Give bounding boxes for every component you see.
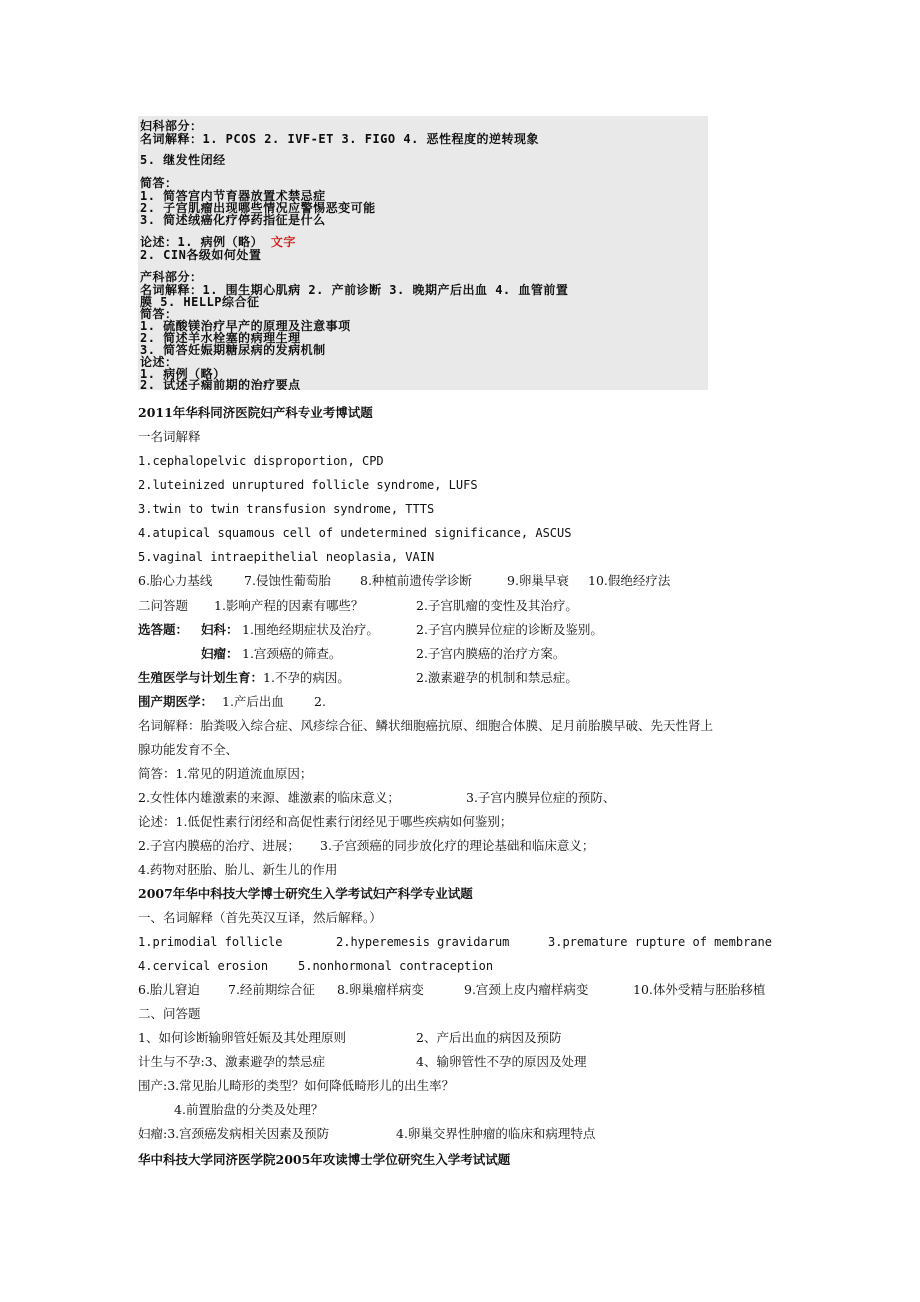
question-item: 2.子宫内膜异位症的诊断及鉴别。 xyxy=(416,622,603,637)
question-item: 1.围绝经期症状及治疗。 xyxy=(242,622,379,637)
section-heading-2007: 2007年华中科技大学博士研究生入学考试妇产科学专业试题 xyxy=(138,886,473,901)
term-item: 5.nonhormonal contraception xyxy=(298,959,494,973)
subsection-title: 二、问答题 xyxy=(138,1006,201,1021)
elective-row-gyn xyxy=(138,622,838,638)
term-item: 3.premature rupture of membrane xyxy=(548,935,772,949)
subsection-title: 一名词解释 xyxy=(138,429,201,444)
section-heading-2011: 2011年华科同济医院妇产科专业考博试题 xyxy=(138,405,373,420)
question-row xyxy=(138,1054,838,1070)
paragraph-line: 4.药物对胚胎、胎儿、新生儿的作用 xyxy=(138,862,338,877)
qa-row xyxy=(138,598,838,614)
scan-line: 1. 病例（略） xyxy=(140,367,226,381)
question-item: 2、产后出血的病因及预防 xyxy=(416,1030,562,1045)
term-row xyxy=(138,982,838,998)
term-row xyxy=(138,958,798,974)
scan-text: 论述：1. 病例（略） xyxy=(140,235,264,249)
question-item: 1.影响产程的因素有哪些？ xyxy=(214,598,364,613)
term-line: 1.cephalopelvic disproportion, CPD xyxy=(138,454,384,468)
scan-line: 5. 继发性闭经 xyxy=(140,153,226,167)
question-item: 1.产后出血 xyxy=(222,694,284,709)
term-line: 2.luteinized unruptured follicle syndrome, LUFS xyxy=(138,478,478,492)
red-annotation: 文字 xyxy=(270,235,296,249)
question-row xyxy=(138,1126,838,1142)
term-row xyxy=(138,934,798,950)
label-reproductive: 生殖医学与计划生育： xyxy=(138,670,264,685)
label-gynecology: 妇科： xyxy=(201,622,239,637)
scan-line: 3. 简述绒癌化疗停药指征是什么 xyxy=(140,213,326,227)
scan-line: 名词解释：1. 围生期心肌病 2. 产前诊断 3. 晚期产后出血 4. 血管前置 xyxy=(140,283,569,297)
question-item: 计生与不孕:3、激素避孕的禁忌症 xyxy=(138,1054,326,1069)
label-elective: 选答题： xyxy=(138,622,189,637)
scan-line: 2. 试述子痫前期的治疗要点 xyxy=(140,378,301,390)
question-item: 4、输卵管性不孕的原因及处理 xyxy=(416,1054,587,1069)
paragraph-line: 简答：1.常见的阴道流血原因； xyxy=(138,766,313,781)
term-item: 10.体外受精与胚胎移植 xyxy=(633,982,766,997)
question-item: 2.激素避孕的机制和禁忌症。 xyxy=(416,670,578,685)
section-heading-2005: 华中科技大学同济医学院2005年攻读博士学位研究生入学考试试题 xyxy=(138,1152,511,1167)
question-item: 1、如何诊断输卵管妊娠及其处理原则 xyxy=(138,1030,346,1045)
elective-row-perinatal xyxy=(138,694,838,710)
term-item: 9.宫颈上皮内瘤样病变 xyxy=(464,982,589,997)
elective-row-onc xyxy=(138,646,838,662)
question-item: 2.子宫肌瘤的变性及其治疗。 xyxy=(416,598,578,613)
question-item: 1.宫颈癌的筛查。 xyxy=(242,646,342,661)
term-line: 5.vaginal intraepithelial neoplasia, VAIN xyxy=(138,550,435,564)
question-item: 3.子宫颈癌的同步放化疗的理论基础和临床意义； xyxy=(320,838,595,853)
scanned-exam-image xyxy=(138,116,708,390)
scan-line: 3. 简答妊娠期糖尿病的发病机制 xyxy=(140,343,326,357)
label-gyn-oncology: 妇瘤： xyxy=(201,646,239,661)
scan-line: 2. CIN各级如何处置 xyxy=(140,248,262,262)
term-item: 4.cervical erosion xyxy=(138,959,269,973)
question-item: 妇瘤:3.宫颈癌发病相关因素及预防 xyxy=(138,1126,330,1141)
term-item: 7.侵蚀性葡萄胎 xyxy=(244,573,331,588)
scan-line: 2. 子宫肌瘤出现哪些情况应警惕恶变可能 xyxy=(140,201,376,215)
term-line: 4.atupical squamous cell of undetermined significance, ASCUS xyxy=(138,526,572,540)
subsection-title: 二问答题 xyxy=(138,598,189,613)
question-item: 2.女性体内雄激素的来源、雄激素的临床意义； xyxy=(138,790,400,805)
paragraph-line: 名词解释：胎粪吸入综合症、风疹综合征、鳞状细胞癌抗原、细胞合体膜、足月前胎膜早破、先天性肾上 xyxy=(138,718,714,733)
scan-line: 产科部分： xyxy=(140,270,203,284)
term-item: 9.卵巢早衰 xyxy=(507,573,569,588)
scan-line: 1. 简答宫内节育器放置术禁忌症 xyxy=(140,189,326,203)
term-item: 8.种植前遗传学诊断 xyxy=(360,573,472,588)
term-item: 6.胎心力基线 xyxy=(138,573,213,588)
term-item: 6.胎儿窘迫 xyxy=(138,982,200,997)
label-perinatal: 围产期医学： xyxy=(138,694,214,709)
elective-row-repro xyxy=(138,670,838,686)
question-line: 围产:3.常见胎儿畸形的类型？如何降低畸形儿的出生率？ xyxy=(138,1078,455,1093)
scan-line: 1. 硫酸镁治疗早产的原理及注意事项 xyxy=(140,319,351,333)
term-item: 8.卵巢瘤样病变 xyxy=(337,982,424,997)
scan-line: 简答： xyxy=(140,176,178,190)
scan-line: 论述： xyxy=(140,355,178,369)
question-line: 4.前置胎盘的分类及处理？ xyxy=(174,1102,324,1117)
paragraph-line: 腺功能发育不全、 xyxy=(138,742,239,757)
question-item: 1.不孕的病因。 xyxy=(263,670,350,685)
question-item: 2. xyxy=(314,694,326,709)
scan-line: 膜 5. HELLP综合征 xyxy=(140,295,260,309)
term-line: 3.twin to twin transfusion syndrome, TTTS xyxy=(138,502,435,516)
term-item: 10.假绝经疗法 xyxy=(588,573,671,588)
scan-line: 简答： xyxy=(140,307,178,321)
scan-line: 妇科部分： xyxy=(140,119,203,133)
question-item: 2.子宫内膜癌的治疗、进展； xyxy=(138,838,300,853)
term-item: 2.hyperemesis gravidarum xyxy=(336,935,510,949)
term-item: 7.经前期综合征 xyxy=(228,982,315,997)
scan-line: 2. 简述羊水栓塞的病理生理 xyxy=(140,331,301,345)
paragraph-row xyxy=(138,838,838,854)
question-item: 3.子宫内膜异位症的预防、 xyxy=(466,790,616,805)
paragraph-line: 论述：1.低促性素行闭经和高促性素行闭经见于哪些疾病如何鉴别； xyxy=(138,814,513,829)
question-item: 2.子宫内膜癌的治疗方案。 xyxy=(416,646,566,661)
term-row xyxy=(138,573,838,589)
question-item: 4.卵巢交界性肿瘤的临床和病理特点 xyxy=(396,1126,596,1141)
scan-line: 名词解释：1. PCOS 2. IVF-ET 3. FIGO 4. 恶性程度的逆转现象 xyxy=(140,132,540,146)
term-item: 1.primodial follicle xyxy=(138,935,283,949)
question-row xyxy=(138,1030,838,1046)
paragraph-row xyxy=(138,790,838,806)
subsection-title: 一、名词解释（首先英汉互译，然后解释。） xyxy=(138,910,382,925)
